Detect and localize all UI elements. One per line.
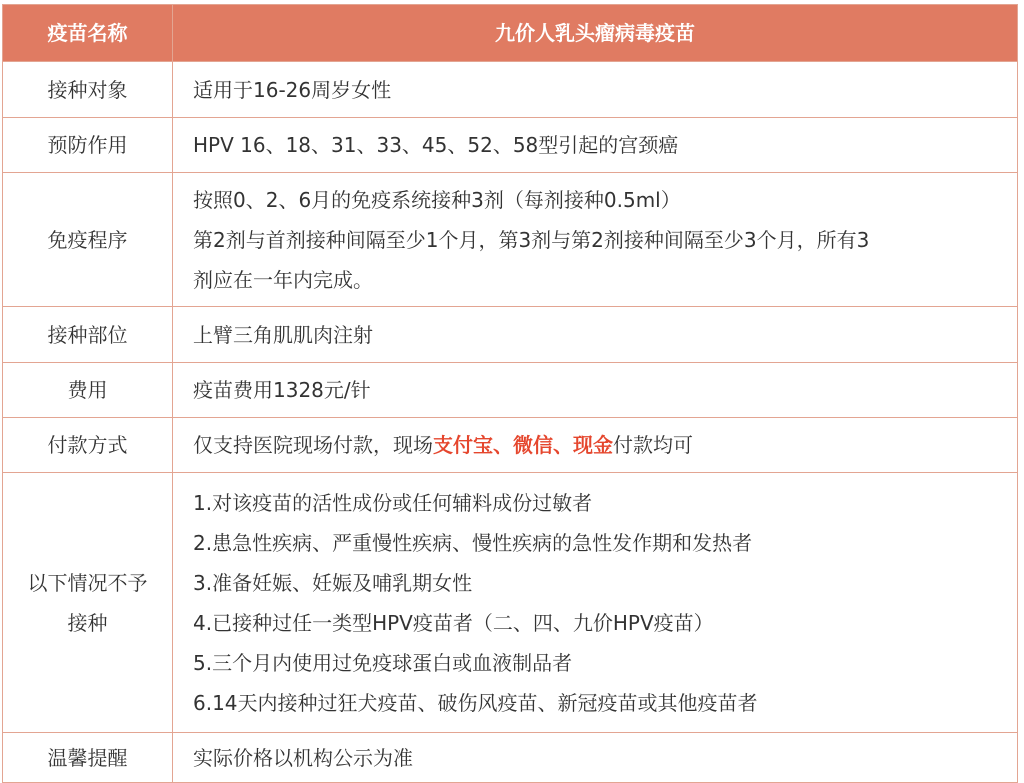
table-row-schedule	[3, 173, 1018, 307]
schedule-line: 按照0、2、6月的免疫系统接种3剂（每剂接种0.5ml）	[193, 187, 681, 212]
row-label-site: 接种部位	[3, 307, 173, 363]
table-row-target	[3, 62, 1018, 118]
contraindication-item: 1.对该疫苗的活性成份或任何辅料成份过敏者	[193, 490, 593, 515]
row-value-site: 上臂三角肌肌肉注射	[173, 307, 1018, 363]
contraindication-item: 6.14天内接种过狂犬疫苗、破伤风疫苗、新冠疫苗或其他疫苗者	[193, 690, 758, 715]
contraindications-label-line: 以下情况不予	[27, 570, 148, 595]
table-row-contraindications	[3, 473, 1018, 733]
contraindication-item: 5.三个月内使用过免疫球蛋白或血液制品者	[193, 650, 573, 675]
header-name-label: 疫苗名称	[3, 5, 173, 62]
row-label-payment: 付款方式	[3, 418, 173, 473]
row-value-prevention: HPV 16、18、31、33、45、52、58型引起的宫颈癌	[173, 118, 1018, 173]
row-label-contraindications	[3, 473, 173, 733]
row-label-schedule: 免疫程序	[3, 173, 173, 307]
header-vaccine-name: 九价人乳头瘤病毒疫苗	[173, 5, 1018, 62]
table-row-site	[3, 307, 1018, 363]
contraindication-item: 4.已接种过任一类型HPV疫苗者（二、四、九价HPV疫苗）	[193, 610, 714, 635]
table-row-prevention	[3, 118, 1018, 173]
row-value-target: 适用于16-26周岁女性	[173, 62, 1018, 118]
row-label-cost: 费用	[3, 363, 173, 418]
row-value-reminder: 实际价格以机构公示为准	[173, 733, 1018, 783]
contraindication-item: 2.患急性疾病、严重慢性疾病、慢性疾病的急性发作期和发热者	[193, 530, 753, 555]
schedule-line: 剂应在一年内完成。	[193, 267, 373, 292]
row-value-contraindications	[173, 473, 1018, 733]
row-label-prevention: 预防作用	[3, 118, 173, 173]
table-row-payment	[3, 418, 1018, 473]
vaccine-info-table	[2, 4, 1018, 783]
table-header-row	[3, 5, 1018, 62]
row-label-target: 接种对象	[3, 62, 173, 118]
table-row-cost	[3, 363, 1018, 418]
contraindications-label-line: 接种	[67, 610, 108, 635]
row-value-schedule	[173, 173, 1018, 307]
payment-prefix: 仅支持医院现场付款，现场	[193, 433, 433, 457]
row-value-cost: 疫苗费用1328元/针	[173, 363, 1018, 418]
row-value-payment	[173, 418, 1018, 473]
schedule-line: 第2剂与首剂接种间隔至少1个月，第3剂与第2剂接种间隔至少3个月，所有3	[193, 227, 870, 252]
payment-methods-highlight: 支付宝、微信、现金	[433, 433, 613, 457]
payment-suffix: 付款均可	[613, 433, 693, 457]
row-label-reminder: 温馨提醒	[3, 733, 173, 783]
contraindication-item: 3.准备妊娠、妊娠及哺乳期女性	[193, 570, 473, 595]
table-row-reminder	[3, 733, 1018, 783]
